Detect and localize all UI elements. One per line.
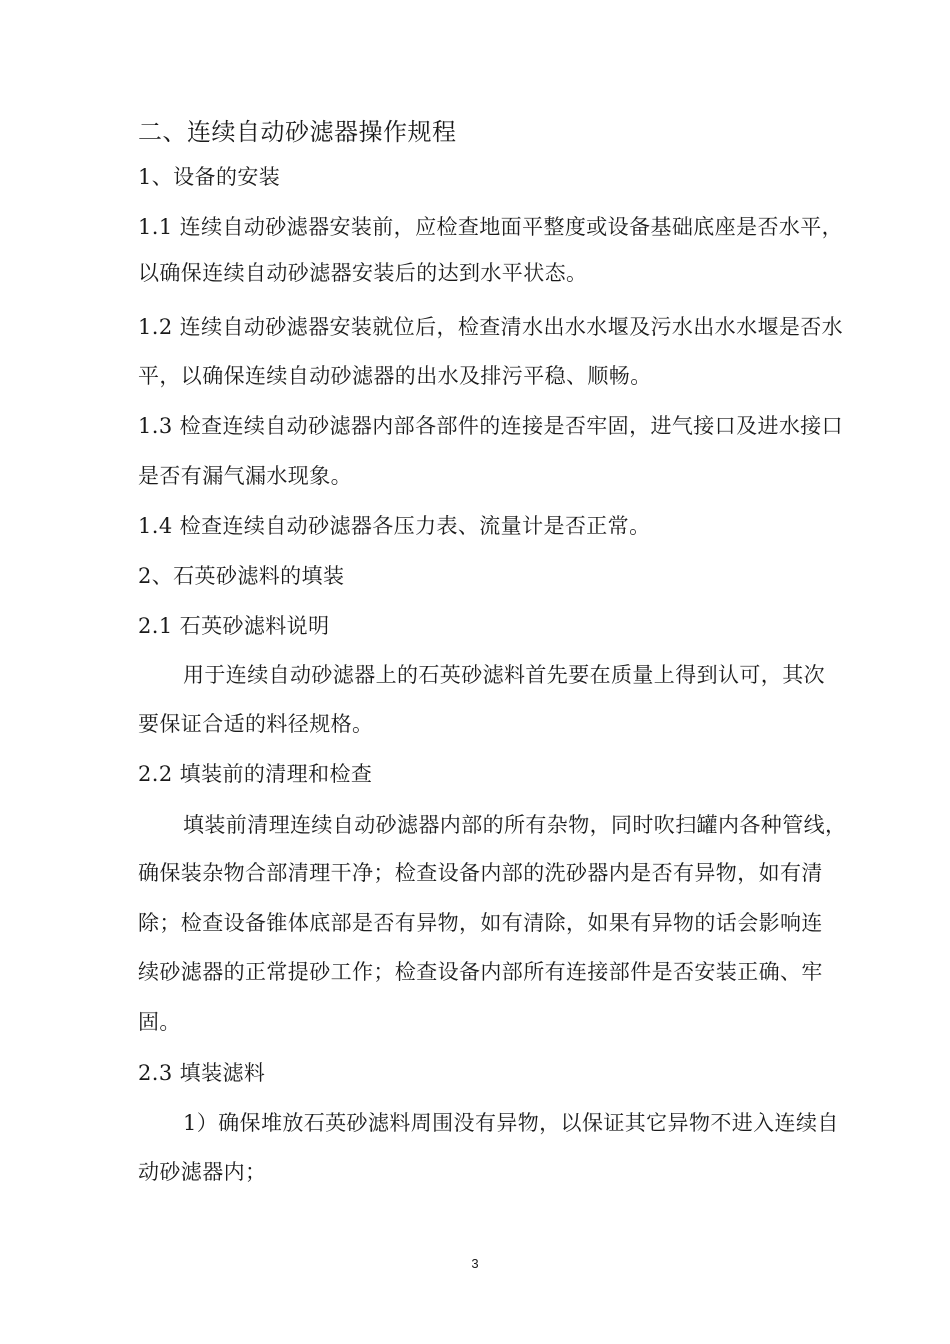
paragraph-2-2-line-2: 确保装杂物合部清理干净；检查设备内部的洗砂器内是否有异物，如有清 — [138, 861, 823, 885]
heading-1: 1、设备的安装 — [138, 165, 281, 189]
paragraph-2-2-line-4: 续砂滤器的正常提砂工作；检查设备内部所有连接部件是否安装正确、牢 — [138, 960, 823, 984]
paragraph-2-2-line-1: 填装前清理连续自动砂滤器内部的所有杂物，同时吹扫罐内各种管线， — [183, 813, 847, 837]
subheading-2-3: 2.3 填装滤料 — [138, 1061, 266, 1085]
paragraph-2-2-line-3: 除；检查设备锥体底部是否有异物，如有清除，如果有异物的话会影响连 — [138, 911, 823, 935]
subheading-2-1: 2.1 石英砂滤料说明 — [138, 614, 330, 638]
page-number: 3 — [471, 1256, 479, 1271]
list-item-1-line-2: 动砂滤器内； — [138, 1160, 267, 1184]
paragraph-1-2-line-2: 平，以确保连续自动砂滤器的出水及排污平稳、顺畅。 — [138, 364, 652, 388]
paragraph-1-3-line-2: 是否有漏气漏水现象。 — [138, 464, 352, 488]
heading-2: 2、石英砂滤料的填装 — [138, 564, 345, 588]
paragraph-1-1-line-2: 以确保连续自动砂滤器安装后的达到水平状态。 — [138, 261, 588, 285]
paragraph-2-1-line-1: 用于连续自动砂滤器上的石英砂滤料首先要在质量上得到认可，其次 — [183, 663, 825, 687]
paragraph-1-2-line-1: 1.2 连续自动砂滤器安装就位后，检查清水出水水堰及污水出水水堰是否水 — [138, 315, 844, 339]
paragraph-1-1-line-1: 1.1 连续自动砂滤器安装前，应检查地面平整度或设备基础底座是否水平， — [138, 215, 844, 239]
paragraph-2-1-line-2: 要保证合适的料径规格。 — [138, 712, 374, 736]
list-item-1-line-1: 1）确保堆放石英砂滤料周围没有异物，以保证其它异物不进入连续自 — [183, 1111, 839, 1135]
subheading-2-2: 2.2 填装前的清理和检查 — [138, 762, 373, 786]
paragraph-1-4: 1.4 检查连续自动砂滤器各压力表、流量计是否正常。 — [138, 514, 651, 538]
paragraph-2-2-line-5: 固。 — [138, 1010, 181, 1034]
paragraph-1-3-line-1: 1.3 检查连续自动砂滤器内部各部件的连接是否牢固，进气接口及进水接口 — [138, 414, 844, 438]
section-title: 二、连续自动砂滤器操作规程 — [138, 118, 457, 146]
